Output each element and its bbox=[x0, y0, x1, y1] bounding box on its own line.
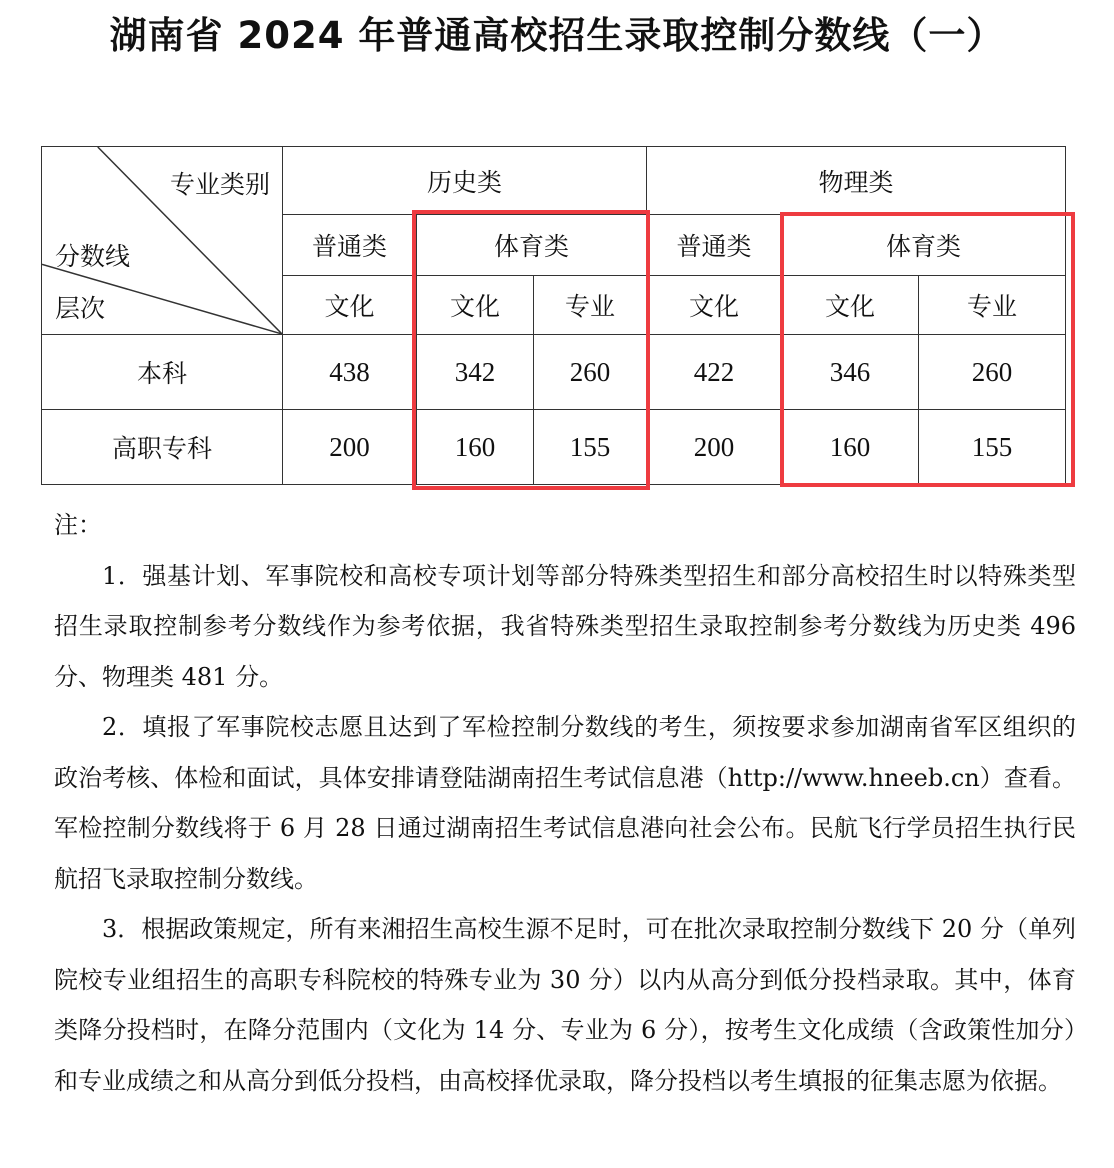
table-cell: 200 bbox=[283, 410, 417, 485]
diagonal-header-cell bbox=[42, 147, 283, 335]
header-row-1 bbox=[42, 147, 1066, 215]
physics-header: 物理类 bbox=[647, 147, 1066, 215]
level-label: 层次 bbox=[55, 294, 106, 323]
table-cell: 155 bbox=[919, 410, 1066, 485]
score-line-label: 分数线 bbox=[55, 242, 131, 271]
history-header: 历史类 bbox=[283, 147, 647, 215]
note-item-2: 2．填报了军事院校志愿且达到了军检控制分数线的考生，须按要求参加湖南省军区组织的政治考核、体检和面试，具体安排请登陆湖南招生考试信息港（http://www.hneeb.cn）查看。军检控制分数线将于 6 月 28 日通过湖南招生考试信息港向社会公布。民航飞行学员招生执行民航招飞录取控制分数线。 bbox=[54, 713, 1076, 893]
table-cell: 260 bbox=[919, 335, 1066, 410]
table-cell: 200 bbox=[647, 410, 782, 485]
table-cell: 160 bbox=[782, 410, 919, 485]
history-general-header: 普通类 bbox=[283, 215, 417, 276]
history-general-culture-header: 文化 bbox=[283, 276, 417, 335]
table-row-undergraduate bbox=[42, 335, 1066, 410]
table-row-vocational bbox=[42, 410, 1066, 485]
note-item-1: 1．强基计划、军事院校和高校专项计划等部分特殊类型招生和部分高校招生时以特殊类型招生录取控制参考分数线作为参考依据，我省特殊类型招生录取控制参考分数线为历史类 496 分、物理类 481 分。 bbox=[54, 561, 1076, 691]
history-sports-major-header: 专业 bbox=[534, 276, 647, 335]
notes-heading: 注： bbox=[54, 511, 102, 539]
table-cell: 160 bbox=[417, 410, 534, 485]
physics-sports-culture-header: 文化 bbox=[782, 276, 919, 335]
history-sports-header: 体育类 bbox=[417, 215, 647, 276]
physics-sports-header: 体育类 bbox=[782, 215, 1066, 276]
table-cell: 342 bbox=[417, 335, 534, 410]
notes-section bbox=[54, 500, 1076, 1106]
note-item-3: 3．根据政策规定，所有来湘招生高校生源不足时，可在批次录取控制分数线下 20 分（单列院校专业组招生的高职专科院校的特殊专业为 30 分）以内从高分到低分投档录取。其中，体育类降分投档时，在降分范围内（文化为 14 分、专业为 6 分），按考生文化成绩（含政策性加分）和专业成绩之和从高分到低分投档，由高校择优录取，降分投档以考生填报的征集志愿为依据。 bbox=[54, 915, 1076, 1095]
physics-general-header: 普通类 bbox=[647, 215, 782, 276]
table-cell: 260 bbox=[534, 335, 647, 410]
category-label: 专业类别 bbox=[169, 170, 270, 199]
table-cell: 438 bbox=[283, 335, 417, 410]
row-label-vocational: 高职专科 bbox=[42, 410, 283, 485]
table-cell: 422 bbox=[647, 335, 782, 410]
table-cell: 346 bbox=[782, 335, 919, 410]
physics-sports-major-header: 专业 bbox=[919, 276, 1066, 335]
document-title: 湖南省 2024 年普通高校招生录取控制分数线（一） bbox=[109, 14, 1005, 57]
history-sports-culture-header: 文化 bbox=[417, 276, 534, 335]
score-table bbox=[41, 146, 1066, 485]
table-cell: 155 bbox=[534, 410, 647, 485]
row-label-undergraduate: 本科 bbox=[42, 335, 283, 410]
physics-general-culture-header: 文化 bbox=[647, 276, 782, 335]
